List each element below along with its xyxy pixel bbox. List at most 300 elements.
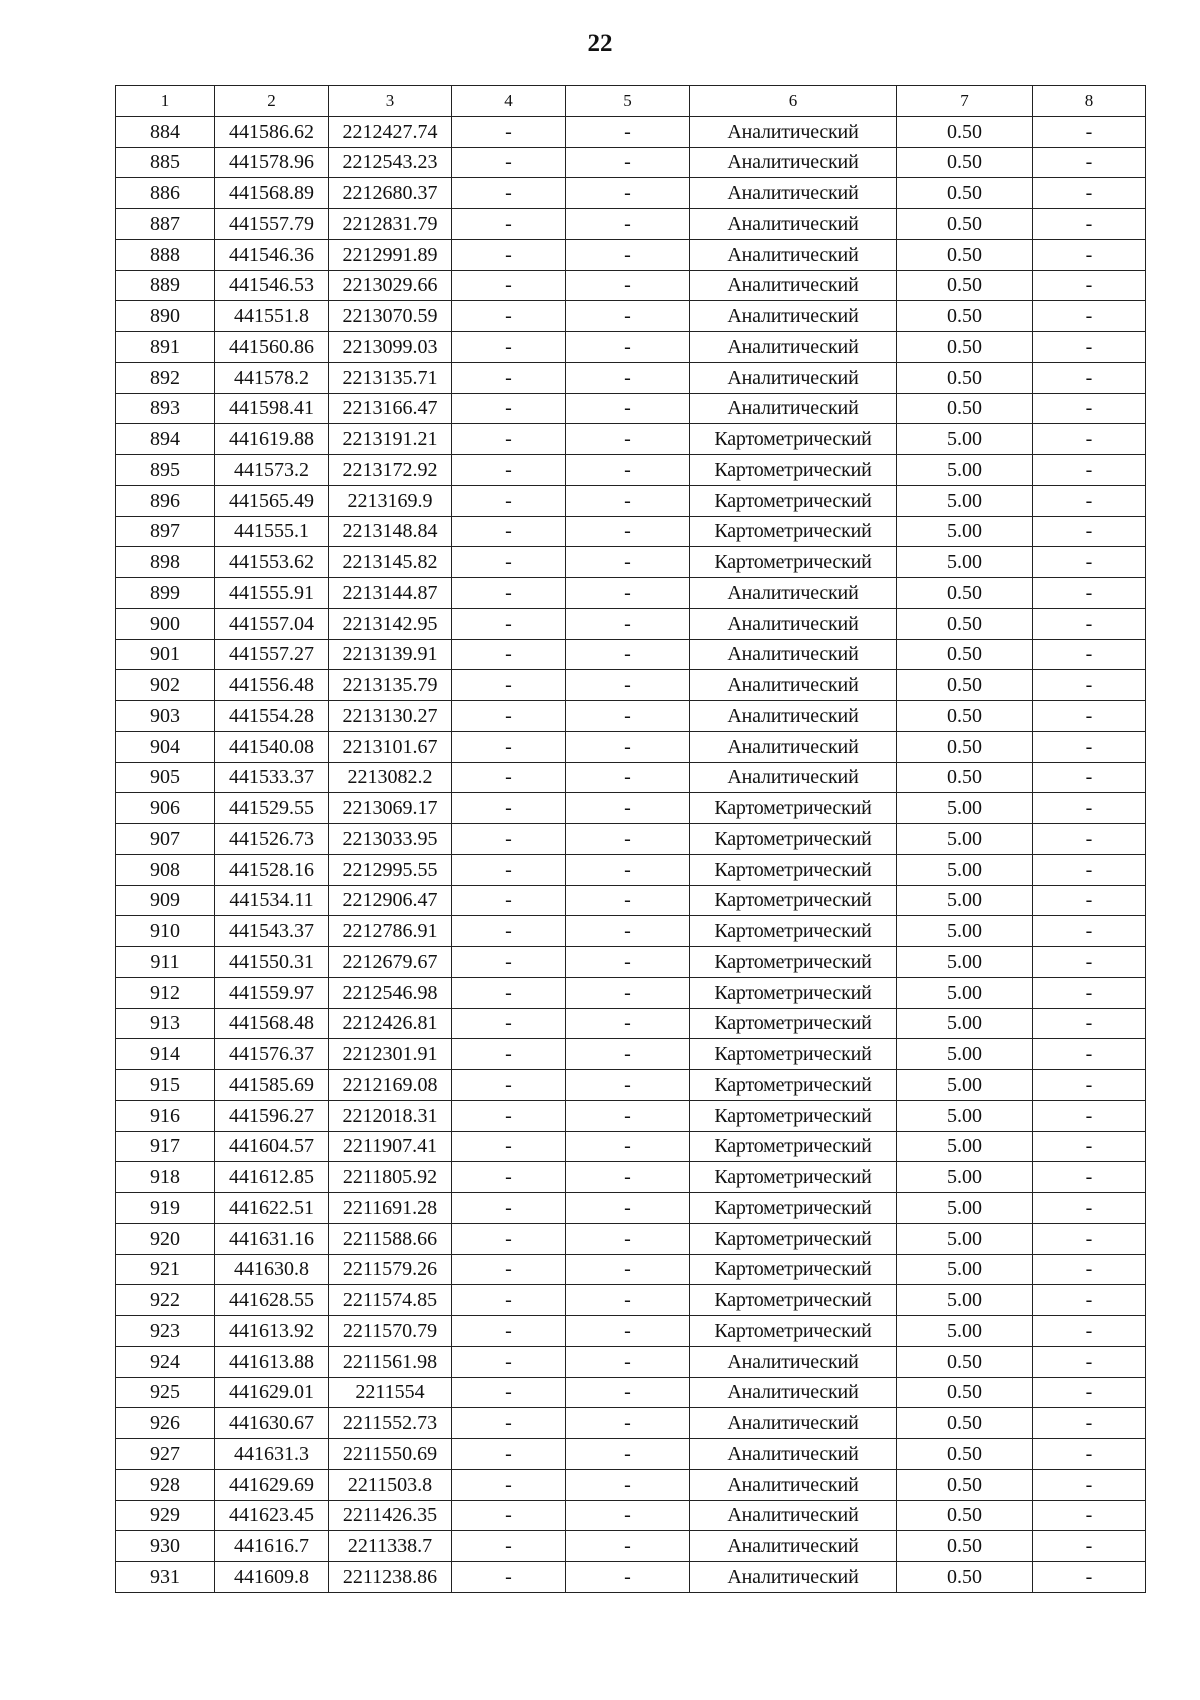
point-number-cell: 910 — [116, 916, 215, 947]
y-coordinate-cell: 2212831.79 — [329, 209, 452, 240]
y-coordinate-cell: 2212786.91 — [329, 916, 452, 947]
x-coordinate-cell: 441598.41 — [215, 393, 329, 424]
point-number-cell: 906 — [116, 793, 215, 824]
point-number-cell: 900 — [116, 608, 215, 639]
column-5-cell: - — [566, 639, 690, 670]
column-header: 6 — [690, 86, 897, 117]
y-coordinate-cell: 2212680.37 — [329, 178, 452, 209]
column-8-cell: - — [1033, 1039, 1146, 1070]
accuracy-cell: 5.00 — [897, 947, 1033, 978]
point-number-cell: 899 — [116, 578, 215, 609]
column-4-cell: - — [452, 1100, 566, 1131]
column-8-cell: - — [1033, 209, 1146, 240]
column-4-cell: - — [452, 977, 566, 1008]
column-5-cell: - — [566, 1562, 690, 1593]
x-coordinate-cell: 441596.27 — [215, 1100, 329, 1131]
method-cell: Аналитический — [690, 1531, 897, 1562]
point-number-cell: 888 — [116, 239, 215, 270]
accuracy-cell: 0.50 — [897, 608, 1033, 639]
point-number-cell: 920 — [116, 1223, 215, 1254]
coordinates-table — [115, 85, 1146, 1593]
column-4-cell: - — [452, 516, 566, 547]
accuracy-cell: 5.00 — [897, 1254, 1033, 1285]
column-8-cell: - — [1033, 516, 1146, 547]
column-5-cell: - — [566, 947, 690, 978]
point-number-cell: 909 — [116, 885, 215, 916]
accuracy-cell: 5.00 — [897, 1100, 1033, 1131]
x-coordinate-cell: 441546.36 — [215, 239, 329, 270]
y-coordinate-cell: 2213069.17 — [329, 793, 452, 824]
method-cell: Картометрический — [690, 1316, 897, 1347]
point-number-cell: 922 — [116, 1285, 215, 1316]
column-8-cell: - — [1033, 1500, 1146, 1531]
y-coordinate-cell: 2213082.2 — [329, 762, 452, 793]
point-number-cell: 916 — [116, 1100, 215, 1131]
y-coordinate-cell: 2211238.86 — [329, 1562, 452, 1593]
x-coordinate-cell: 441628.55 — [215, 1285, 329, 1316]
point-number-cell: 893 — [116, 393, 215, 424]
y-coordinate-cell: 2212991.89 — [329, 239, 452, 270]
y-coordinate-cell: 2213101.67 — [329, 731, 452, 762]
accuracy-cell: 5.00 — [897, 424, 1033, 455]
point-number-cell: 912 — [116, 977, 215, 1008]
table-row — [116, 1254, 1146, 1285]
table-row — [116, 424, 1146, 455]
method-cell: Картометрический — [690, 1008, 897, 1039]
column-8-cell: - — [1033, 393, 1146, 424]
x-coordinate-cell: 441540.08 — [215, 731, 329, 762]
point-number-cell: 884 — [116, 116, 215, 147]
point-number-cell: 924 — [116, 1346, 215, 1377]
column-8-cell: - — [1033, 731, 1146, 762]
x-coordinate-cell: 441565.49 — [215, 485, 329, 516]
y-coordinate-cell: 2211570.79 — [329, 1316, 452, 1347]
column-4-cell: - — [452, 362, 566, 393]
column-4-cell: - — [452, 1193, 566, 1224]
column-8-cell: - — [1033, 1008, 1146, 1039]
table-row — [116, 147, 1146, 178]
table-body — [116, 116, 1146, 1592]
column-5-cell: - — [566, 1193, 690, 1224]
method-cell: Картометрический — [690, 1039, 897, 1070]
column-4-cell: - — [452, 1008, 566, 1039]
method-cell: Картометрический — [690, 1070, 897, 1101]
column-8-cell: - — [1033, 824, 1146, 855]
column-5-cell: - — [566, 578, 690, 609]
method-cell: Аналитический — [690, 147, 897, 178]
column-5-cell: - — [566, 885, 690, 916]
point-number-cell: 928 — [116, 1469, 215, 1500]
column-5-cell: - — [566, 1408, 690, 1439]
accuracy-cell: 5.00 — [897, 1285, 1033, 1316]
point-number-cell: 886 — [116, 178, 215, 209]
column-4-cell: - — [452, 547, 566, 578]
x-coordinate-cell: 441534.11 — [215, 885, 329, 916]
x-coordinate-cell: 441568.89 — [215, 178, 329, 209]
column-5-cell: - — [566, 147, 690, 178]
accuracy-cell: 0.50 — [897, 762, 1033, 793]
accuracy-cell: 5.00 — [897, 516, 1033, 547]
method-cell: Аналитический — [690, 116, 897, 147]
x-coordinate-cell: 441550.31 — [215, 947, 329, 978]
table-row — [116, 762, 1146, 793]
accuracy-cell: 0.50 — [897, 178, 1033, 209]
column-8-cell: - — [1033, 670, 1146, 701]
accuracy-cell: 0.50 — [897, 332, 1033, 363]
column-4-cell: - — [452, 608, 566, 639]
y-coordinate-cell: 2213144.87 — [329, 578, 452, 609]
column-8-cell: - — [1033, 178, 1146, 209]
point-number-cell: 905 — [116, 762, 215, 793]
y-coordinate-cell: 2213169.9 — [329, 485, 452, 516]
accuracy-cell: 0.50 — [897, 270, 1033, 301]
table-header-row — [116, 86, 1146, 117]
column-4-cell: - — [452, 916, 566, 947]
y-coordinate-cell: 2211338.7 — [329, 1531, 452, 1562]
column-8-cell: - — [1033, 578, 1146, 609]
method-cell: Аналитический — [690, 639, 897, 670]
method-cell: Аналитический — [690, 301, 897, 332]
method-cell: Аналитический — [690, 701, 897, 732]
column-4-cell: - — [452, 1377, 566, 1408]
column-5-cell: - — [566, 1500, 690, 1531]
accuracy-cell: 0.50 — [897, 393, 1033, 424]
column-5-cell: - — [566, 608, 690, 639]
point-number-cell: 911 — [116, 947, 215, 978]
y-coordinate-cell: 2211805.92 — [329, 1162, 452, 1193]
column-5-cell: - — [566, 1531, 690, 1562]
column-5-cell: - — [566, 393, 690, 424]
accuracy-cell: 0.50 — [897, 209, 1033, 240]
table-row — [116, 209, 1146, 240]
column-8-cell: - — [1033, 239, 1146, 270]
point-number-cell: 923 — [116, 1316, 215, 1347]
column-header: 2 — [215, 86, 329, 117]
x-coordinate-cell: 441629.01 — [215, 1377, 329, 1408]
y-coordinate-cell: 2212169.08 — [329, 1070, 452, 1101]
column-4-cell: - — [452, 701, 566, 732]
accuracy-cell: 5.00 — [897, 547, 1033, 578]
table-row — [116, 1100, 1146, 1131]
x-coordinate-cell: 441616.7 — [215, 1531, 329, 1562]
x-coordinate-cell: 441551.8 — [215, 301, 329, 332]
method-cell: Аналитический — [690, 608, 897, 639]
column-5-cell: - — [566, 824, 690, 855]
table-row — [116, 1500, 1146, 1531]
column-4-cell: - — [452, 1070, 566, 1101]
table-row — [116, 116, 1146, 147]
column-5-cell: - — [566, 701, 690, 732]
x-coordinate-cell: 441619.88 — [215, 424, 329, 455]
x-coordinate-cell: 441557.79 — [215, 209, 329, 240]
table-row — [116, 362, 1146, 393]
column-5-cell: - — [566, 239, 690, 270]
accuracy-cell: 5.00 — [897, 485, 1033, 516]
y-coordinate-cell: 2212426.81 — [329, 1008, 452, 1039]
column-4-cell: - — [452, 1254, 566, 1285]
method-cell: Аналитический — [690, 270, 897, 301]
y-coordinate-cell: 2211554 — [329, 1377, 452, 1408]
y-coordinate-cell: 2211503.8 — [329, 1469, 452, 1500]
column-header: 1 — [116, 86, 215, 117]
column-5-cell: - — [566, 301, 690, 332]
column-8-cell: - — [1033, 1193, 1146, 1224]
column-5-cell: - — [566, 270, 690, 301]
method-cell: Аналитический — [690, 1500, 897, 1531]
column-4-cell: - — [452, 301, 566, 332]
table-row — [116, 547, 1146, 578]
accuracy-cell: 0.50 — [897, 239, 1033, 270]
point-number-cell: 927 — [116, 1439, 215, 1470]
column-8-cell: - — [1033, 1562, 1146, 1593]
x-coordinate-cell: 441576.37 — [215, 1039, 329, 1070]
column-4-cell: - — [452, 578, 566, 609]
accuracy-cell: 5.00 — [897, 885, 1033, 916]
table-row — [116, 670, 1146, 701]
accuracy-cell: 0.50 — [897, 1439, 1033, 1470]
column-8-cell: - — [1033, 301, 1146, 332]
column-5-cell: - — [566, 116, 690, 147]
method-cell: Картометрический — [690, 424, 897, 455]
method-cell: Аналитический — [690, 239, 897, 270]
column-8-cell: - — [1033, 332, 1146, 363]
table-row — [116, 1439, 1146, 1470]
column-8-cell: - — [1033, 1131, 1146, 1162]
column-header: 5 — [566, 86, 690, 117]
method-cell: Картометрический — [690, 1285, 897, 1316]
method-cell: Аналитический — [690, 670, 897, 701]
point-number-cell: 898 — [116, 547, 215, 578]
point-number-cell: 921 — [116, 1254, 215, 1285]
point-number-cell: 902 — [116, 670, 215, 701]
column-4-cell: - — [452, 1439, 566, 1470]
point-number-cell: 890 — [116, 301, 215, 332]
method-cell: Аналитический — [690, 731, 897, 762]
y-coordinate-cell: 2211550.69 — [329, 1439, 452, 1470]
column-8-cell: - — [1033, 916, 1146, 947]
y-coordinate-cell: 2212906.47 — [329, 885, 452, 916]
column-8-cell: - — [1033, 1531, 1146, 1562]
method-cell: Картометрический — [690, 947, 897, 978]
y-coordinate-cell: 2211588.66 — [329, 1223, 452, 1254]
point-number-cell: 904 — [116, 731, 215, 762]
point-number-cell: 895 — [116, 455, 215, 486]
column-5-cell: - — [566, 362, 690, 393]
table-row — [116, 332, 1146, 363]
table-row — [116, 731, 1146, 762]
table-row — [116, 178, 1146, 209]
x-coordinate-cell: 441526.73 — [215, 824, 329, 855]
column-8-cell: - — [1033, 362, 1146, 393]
column-8-cell: - — [1033, 1408, 1146, 1439]
accuracy-cell: 0.50 — [897, 147, 1033, 178]
x-coordinate-cell: 441568.48 — [215, 1008, 329, 1039]
column-4-cell: - — [452, 1316, 566, 1347]
y-coordinate-cell: 2212301.91 — [329, 1039, 452, 1070]
method-cell: Аналитический — [690, 209, 897, 240]
column-4-cell: - — [452, 1531, 566, 1562]
method-cell: Картометрический — [690, 1254, 897, 1285]
method-cell: Картометрический — [690, 1100, 897, 1131]
column-4-cell: - — [452, 1162, 566, 1193]
method-cell: Аналитический — [690, 362, 897, 393]
table-row — [116, 1469, 1146, 1500]
point-number-cell: 929 — [116, 1500, 215, 1531]
method-cell: Картометрический — [690, 1193, 897, 1224]
column-4-cell: - — [452, 424, 566, 455]
accuracy-cell: 5.00 — [897, 1193, 1033, 1224]
table-row — [116, 1193, 1146, 1224]
table-row — [116, 885, 1146, 916]
method-cell: Картометрический — [690, 793, 897, 824]
column-4-cell: - — [452, 947, 566, 978]
y-coordinate-cell: 2213033.95 — [329, 824, 452, 855]
point-number-cell: 896 — [116, 485, 215, 516]
method-cell: Картометрический — [690, 824, 897, 855]
column-5-cell: - — [566, 178, 690, 209]
accuracy-cell: 0.50 — [897, 670, 1033, 701]
column-5-cell: - — [566, 209, 690, 240]
y-coordinate-cell: 2213130.27 — [329, 701, 452, 732]
point-number-cell: 914 — [116, 1039, 215, 1070]
accuracy-cell: 5.00 — [897, 854, 1033, 885]
accuracy-cell: 5.00 — [897, 1316, 1033, 1347]
method-cell: Картометрический — [690, 1162, 897, 1193]
accuracy-cell: 5.00 — [897, 916, 1033, 947]
table-row — [116, 1377, 1146, 1408]
column-8-cell: - — [1033, 1346, 1146, 1377]
column-4-cell: - — [452, 1223, 566, 1254]
column-8-cell: - — [1033, 1254, 1146, 1285]
method-cell: Аналитический — [690, 332, 897, 363]
accuracy-cell: 0.50 — [897, 1469, 1033, 1500]
table-row — [116, 455, 1146, 486]
x-coordinate-cell: 441585.69 — [215, 1070, 329, 1101]
column-5-cell: - — [566, 1346, 690, 1377]
column-4-cell: - — [452, 854, 566, 885]
page-number: 22 — [587, 30, 613, 57]
point-number-cell: 917 — [116, 1131, 215, 1162]
x-coordinate-cell: 441554.28 — [215, 701, 329, 732]
point-number-cell: 919 — [116, 1193, 215, 1224]
y-coordinate-cell: 2213191.21 — [329, 424, 452, 455]
table-row — [116, 639, 1146, 670]
y-coordinate-cell: 2212995.55 — [329, 854, 452, 885]
accuracy-cell: 0.50 — [897, 1346, 1033, 1377]
column-5-cell: - — [566, 1377, 690, 1408]
table-row — [116, 1316, 1146, 1347]
column-4-cell: - — [452, 885, 566, 916]
table-row — [116, 1408, 1146, 1439]
column-4-cell: - — [452, 116, 566, 147]
x-coordinate-cell: 441609.8 — [215, 1562, 329, 1593]
x-coordinate-cell: 441573.2 — [215, 455, 329, 486]
accuracy-cell: 0.50 — [897, 1408, 1033, 1439]
column-4-cell: - — [452, 270, 566, 301]
column-5-cell: - — [566, 1162, 690, 1193]
table-row — [116, 947, 1146, 978]
table-row — [116, 1285, 1146, 1316]
table-row — [116, 485, 1146, 516]
accuracy-cell: 5.00 — [897, 793, 1033, 824]
accuracy-cell: 5.00 — [897, 824, 1033, 855]
table-row — [116, 516, 1146, 547]
method-cell: Аналитический — [690, 762, 897, 793]
point-number-cell: 892 — [116, 362, 215, 393]
column-8-cell: - — [1033, 116, 1146, 147]
table-row — [116, 1039, 1146, 1070]
column-4-cell: - — [452, 670, 566, 701]
x-coordinate-cell: 441586.62 — [215, 116, 329, 147]
column-4-cell: - — [452, 1131, 566, 1162]
x-coordinate-cell: 441555.91 — [215, 578, 329, 609]
column-4-cell: - — [452, 1346, 566, 1377]
point-number-cell: 887 — [116, 209, 215, 240]
x-coordinate-cell: 441557.27 — [215, 639, 329, 670]
y-coordinate-cell: 2213142.95 — [329, 608, 452, 639]
column-4-cell: - — [452, 485, 566, 516]
y-coordinate-cell: 2211552.73 — [329, 1408, 452, 1439]
column-5-cell: - — [566, 1285, 690, 1316]
x-coordinate-cell: 441622.51 — [215, 1193, 329, 1224]
accuracy-cell: 5.00 — [897, 1070, 1033, 1101]
column-5-cell: - — [566, 1439, 690, 1470]
point-number-cell: 897 — [116, 516, 215, 547]
column-8-cell: - — [1033, 270, 1146, 301]
point-number-cell: 931 — [116, 1562, 215, 1593]
y-coordinate-cell: 2213139.91 — [329, 639, 452, 670]
column-8-cell: - — [1033, 947, 1146, 978]
method-cell: Аналитический — [690, 1469, 897, 1500]
method-cell: Картометрический — [690, 977, 897, 1008]
column-5-cell: - — [566, 1100, 690, 1131]
x-coordinate-cell: 441630.8 — [215, 1254, 329, 1285]
column-4-cell: - — [452, 1500, 566, 1531]
x-coordinate-cell: 441630.67 — [215, 1408, 329, 1439]
x-coordinate-cell: 441578.96 — [215, 147, 329, 178]
x-coordinate-cell: 441556.48 — [215, 670, 329, 701]
point-number-cell: 907 — [116, 824, 215, 855]
point-number-cell: 901 — [116, 639, 215, 670]
y-coordinate-cell: 2212543.23 — [329, 147, 452, 178]
method-cell: Картометрический — [690, 485, 897, 516]
method-cell: Картометрический — [690, 885, 897, 916]
y-coordinate-cell: 2213148.84 — [329, 516, 452, 547]
y-coordinate-cell: 2211691.28 — [329, 1193, 452, 1224]
table-row — [116, 824, 1146, 855]
y-coordinate-cell: 2213135.79 — [329, 670, 452, 701]
point-number-cell: 894 — [116, 424, 215, 455]
point-number-cell: 908 — [116, 854, 215, 885]
y-coordinate-cell: 2212679.67 — [329, 947, 452, 978]
y-coordinate-cell: 2213166.47 — [329, 393, 452, 424]
column-8-cell: - — [1033, 147, 1146, 178]
column-4-cell: - — [452, 1285, 566, 1316]
x-coordinate-cell: 441546.53 — [215, 270, 329, 301]
column-8-cell: - — [1033, 424, 1146, 455]
point-number-cell: 903 — [116, 701, 215, 732]
method-cell: Картометрический — [690, 1131, 897, 1162]
x-coordinate-cell: 441529.55 — [215, 793, 329, 824]
table-row — [116, 1531, 1146, 1562]
column-4-cell: - — [452, 147, 566, 178]
table-row — [116, 1070, 1146, 1101]
column-8-cell: - — [1033, 885, 1146, 916]
column-8-cell: - — [1033, 547, 1146, 578]
x-coordinate-cell: 441613.92 — [215, 1316, 329, 1347]
table-row — [116, 608, 1146, 639]
x-coordinate-cell: 441623.45 — [215, 1500, 329, 1531]
